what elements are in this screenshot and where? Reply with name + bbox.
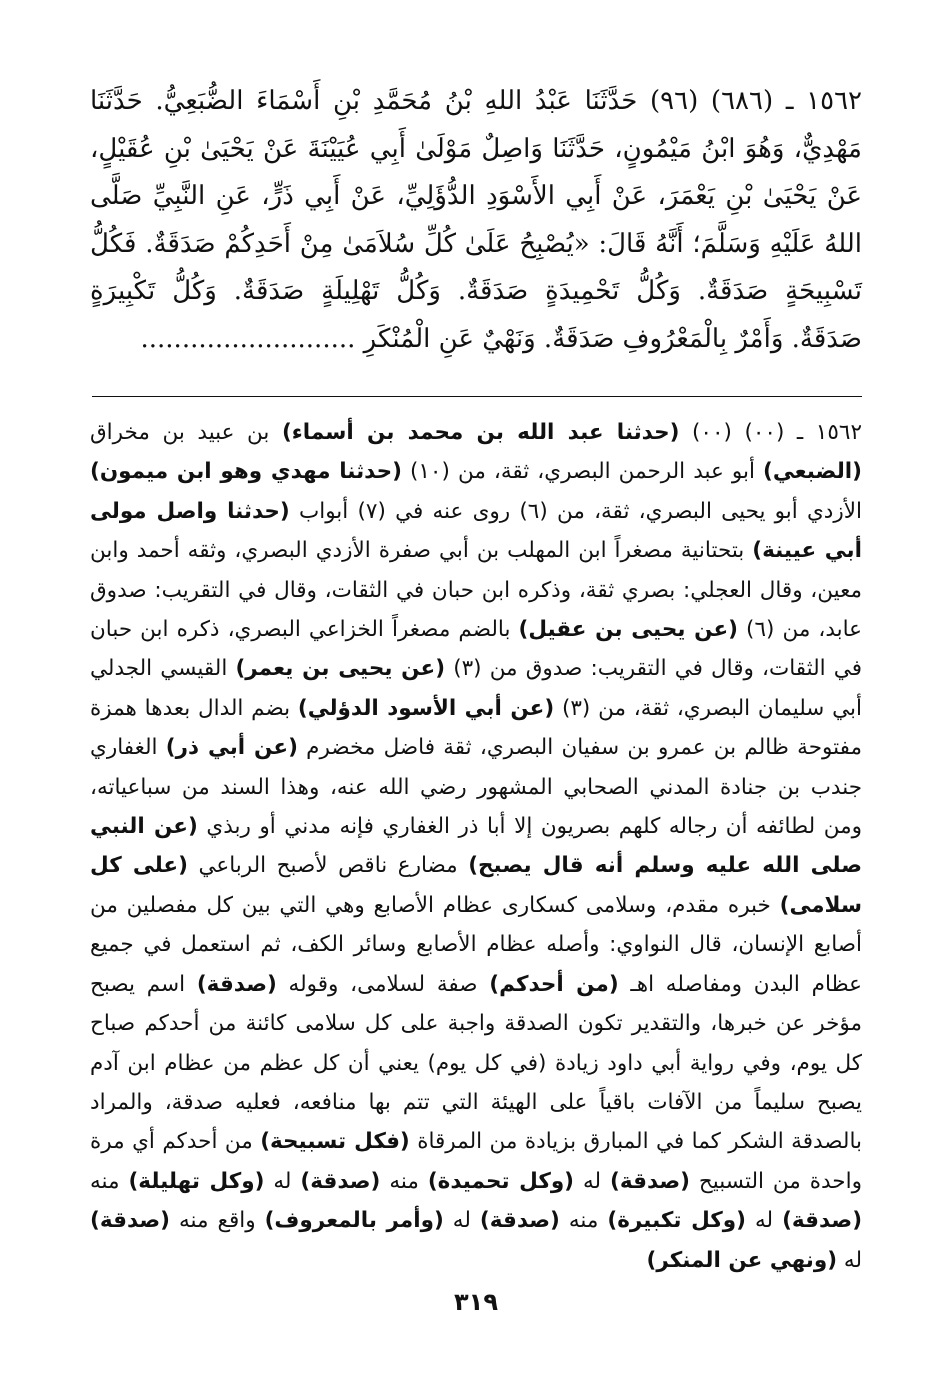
commentary-bold-phrase: (حدثنا عبد الله بن محمد بن أسماء): [281, 420, 680, 445]
commentary-bold-phrase: (عن أبي ذر): [165, 735, 298, 761]
commentary-bold-phrase: (وكل تكبيرة): [607, 1208, 746, 1234]
commentary-bold-phrase: (وكل تهليلة): [128, 1168, 265, 1194]
page-number: ٣١٩: [454, 1288, 498, 1316]
hadith-text: ١٥٦٢ ـ (٦٨٦) (٩٦) حَدَّثَنَا عَبْدُ اللهِ بْنُ مُحَمَّدِ بْنِ أَسْمَاءَ الضُّبَعِيُّ. حَدَّثَنَا مَهْدِيٌّ، وَهُوَ ابْنُ مَيْمُونٍ، حَدَّثَنَا وَاصِلٌ مَوْلَىٰ أَبِي عُيَيْنَةَ عَنْ يَحْيَىٰ بْنِ عُقَيْلٍ، عَنْ يَحْيَىٰ بْنِ يَعْمَرَ، عَنْ أَبِي الأَسْوَدِ الدُّؤَلِيِّ، عَنْ أَبِي ذَرٍّ، عَنِ النَّبِيِّ صَلَّى اللهُ عَلَيْهِ وَسَلَّمَ؛ أَنَّهُ قَالَ: «يُصْبِحُ عَلَىٰ كُلِّ سُلاَمَىٰ مِنْ أَحَدِكُمْ صَدَقَةٌ. فَكُلُّ تَسْبِيحَةٍ صَدَقَةٌ. وَكُلُّ تَحْمِيدَةٍ صَدَقَةٌ. وَكُلُّ تَهْلِيلَةٍ صَدَقَةٌ. وَكُلُّ تَكْبِيرَةٍ صَدَقَةٌ. وَأَمْرٌ بِالْمَعْرُوفِ صَدَقَةٌ. وَنَهْيٌ عَنِ الْمُنْكَرِ: [90, 86, 862, 354]
commentary-bold-phrase: (صدقة): [610, 1168, 690, 1194]
commentary-text: القيسي الجدلي أبي سليمان البصري، ثقة، من (٣): [90, 656, 862, 721]
hadith-paragraph: [90, 78, 862, 363]
commentary-bold-phrase: (فكل تسبيحة): [260, 1129, 410, 1155]
commentary-text: اسم يصبح مؤخر عن خبرها، والتقدير تكون الصدقة واجبة على كل سلامى كائنة من أحدكم صباح كل يوم، وفي رواية أبي داود زيادة (في كل يوم) يعني أن كل عظم من عظام ابن آدم يصبح سليماً من الآفات باقياً على الهيئة التي تتم بها منافعه، فعليه صدقة، والمراد بالصدقة الشكر كما في المبارق بزيادة من المرقاة: [90, 971, 863, 1155]
commentary-bold-phrase: (على كل سلامى): [90, 853, 862, 918]
commentary-bold-phrase: (حدثنا واصل مولى أبي عيينة): [90, 498, 862, 564]
commentary-text: ١٥٦٢ ـ (٠٠) (٠٠): [679, 420, 862, 445]
commentary-bold-phrase: (عن النبي صلى الله عليه وسلم أنه قال يصبح): [90, 814, 862, 879]
commentary-bold-phrase: (وكل تحميدة): [427, 1168, 575, 1194]
commentary-bold-phrase: (صدقة): [196, 971, 277, 997]
commentary-bold-phrase: (عن يحيى بن يعمر): [235, 656, 446, 682]
commentary-text: منه: [90, 1168, 129, 1194]
commentary-block: [90, 413, 862, 1280]
commentary-text: أبو عبد الرحمن البصري، ثقة، من (١٠): [401, 459, 764, 485]
commentary-text: الغفاري جندب بن جنادة المدني الصحابي المشهور رضي الله عنه، وهذا السند من سباعياته، ومن لطائفه أن رجاله كلهم بصريون إلا أبا ذر الغفاري فإنه مدني أو ربذي: [90, 735, 862, 840]
commentary-bold-phrase: (عن أبي الأسود الدؤلي): [297, 695, 555, 721]
footnote-divider: [92, 396, 862, 397]
commentary-text: بتحتانية مصغراً ابن المهلب بن أبي صفرة الأزدي البصري، وثقه أحمد وابن معين، وقال العجلي: بصري ثقة، وذكره ابن حبان في الثقات، وقال في التقريب: صدوق عابد، من (٦): [90, 538, 862, 643]
commentary-paragraph: [90, 413, 862, 1280]
commentary-bold-phrase: (وأمر بالمعروف): [264, 1208, 444, 1234]
commentary-bold-phrase: (عن يحيى بن عقيل): [518, 617, 738, 643]
commentary-text: له: [264, 1168, 301, 1194]
commentary-text: له: [443, 1208, 480, 1234]
commentary-bold-phrase: (ونهي عن المنكر): [646, 1247, 838, 1273]
commentary-text: بالضم مصغراً الخزاعي البصري، ذكره ابن حبان في الثقات، وقال في التقريب: صدوق من (٣): [90, 617, 862, 682]
commentary-text: واقع منه: [169, 1208, 265, 1234]
commentary-bold-phrase: (صدقة): [300, 1168, 381, 1194]
commentary-text: بضم الدال بعدها همزة مفتوحة ظالم بن عمرو بن سفيان البصري، ثقة فاضل مخضرم: [90, 695, 862, 761]
commentary-text: له: [574, 1168, 610, 1194]
commentary-bold-phrase: (الضبعي): [763, 459, 862, 485]
commentary-text: منه: [380, 1168, 428, 1194]
commentary-text: الأزدي أبو يحيى البصري، ثقة، من (٦) روى عنه في (٧) أبواب: [289, 498, 862, 524]
commentary-text: له: [837, 1247, 862, 1273]
commentary-text: منه: [559, 1208, 608, 1234]
commentary-bold-phrase: (صدقة): [90, 1208, 170, 1234]
commentary-bold-phrase: (صدقة): [782, 1208, 863, 1234]
commentary-text: من أحدكم أي مرة واحدة من التسبيح: [90, 1129, 862, 1194]
commentary-text: خبره مقدم، وسلامى كسكارى عظام الأصابع وهي التي بين كل مفصلين من أصابع الإنسان، قال النواوي: وأصله عظام الأصابع وسائر الكف، ثم استعمل في جميع عظام البدن ومفاصله اهـ: [90, 892, 862, 997]
hadith-ellipsis: ..........................: [140, 323, 356, 354]
commentary-text: بن عبيد بن مخراق: [90, 420, 282, 445]
commentary-text: صفة لسلامى، وقوله: [276, 971, 490, 997]
commentary-text: مضارع ناقص لأصبح الرباعي: [187, 853, 469, 879]
commentary-bold-phrase: (صدقة): [479, 1208, 560, 1234]
commentary-text: له: [745, 1208, 783, 1234]
commentary-bold-phrase: (من أحدكم): [489, 971, 619, 997]
commentary-bold-phrase: (حدثنا مهدي وهو ابن ميمون): [90, 459, 402, 485]
hadith-text-block: [90, 78, 862, 363]
